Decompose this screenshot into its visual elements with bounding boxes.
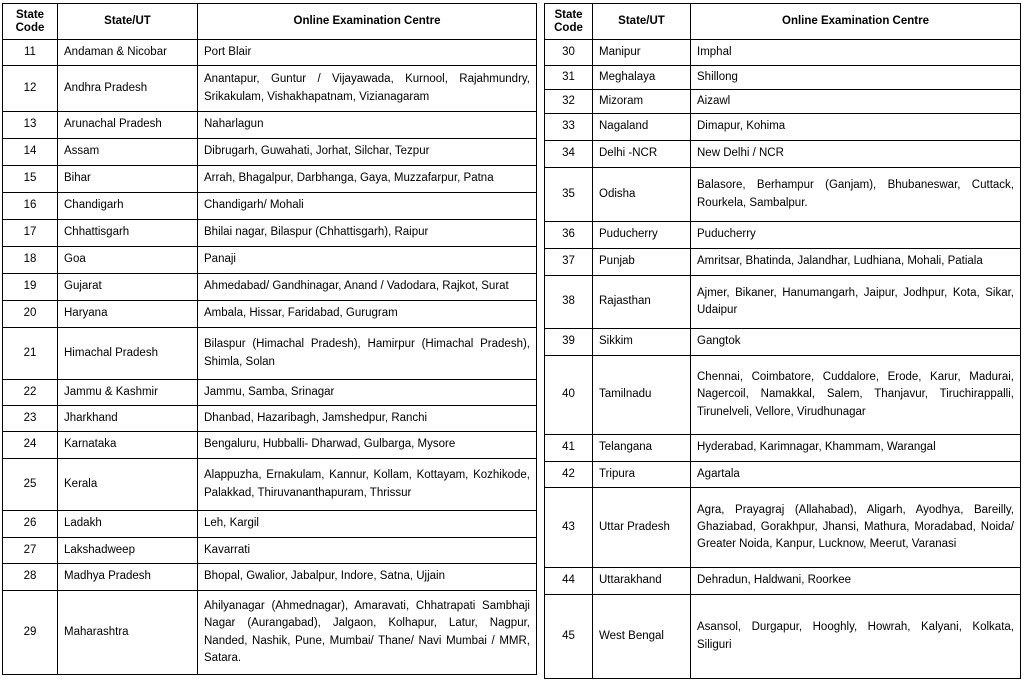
state-code: 31 [545,66,593,90]
state-name: Madhya Pradesh [58,564,198,591]
exam-centres: Kavarrati [198,538,537,564]
exam-centres: Amritsar, Bhatinda, Jalandhar, Ludhiana, Mohali, Patiala [691,249,1021,276]
state-code: 36 [545,222,593,249]
state-code: 44 [545,568,593,595]
exam-centres: Ahmedabad/ Gandhinagar, Anand / Vadodara, Rajkot, Surat [198,274,537,301]
state-code: 39 [545,329,593,356]
state-name: Chandigarh [58,193,198,220]
exam-centres: Anantapur, Guntur / Vijayawada, Kurnool, Rajahmundry, Srikakulam, Vishakhapatnam, Vizianagaram [198,66,537,112]
state-code: 30 [545,40,593,66]
table-header-row [545,4,1021,40]
table-row [3,139,537,166]
table-row [3,538,537,564]
exam-centres: Leh, Kargil [198,511,537,538]
state-name: Jammu & Kashmir [58,380,198,406]
state-code: 32 [545,90,593,114]
state-ut-header: State/UT [593,4,691,40]
state-name: Mizoram [593,90,691,114]
exam-centres: Alappuzha, Ernakulam, Kannur, Kollam, Kottayam, Kozhikode, Palakkad, Thiruvananthapuram, Thrissur [198,459,537,511]
state-name: Karnataka [58,432,198,459]
state-code: 14 [3,139,58,166]
state-name: Manipur [593,40,691,66]
state-name: West Bengal [593,595,691,679]
table-row [545,329,1021,356]
table-row [545,595,1021,679]
table-row [3,66,537,112]
exam-centres: Ahilyanagar (Ahmednagar), Amaravati, Chhatrapati Sambhaji Nagar (Aurangabad), Jalgaon, Kolhapur, Latur, Nagpur, Nanded, Nashik, Pune, Mumbai/ Thane/ Navi Mumbai / MMR, Satara. [198,591,537,675]
state-name: Haryana [58,301,198,328]
state-name: Andaman & Nicobar [58,40,198,66]
state-code: 28 [3,564,58,591]
state-code-header: State Code [3,4,58,40]
state-code: 20 [3,301,58,328]
state-code: 38 [545,276,593,329]
state-code: 27 [3,538,58,564]
state-name: Ladakh [58,511,198,538]
state-code: 13 [3,112,58,139]
state-code: 11 [3,40,58,66]
exam-centres: Imphal [691,40,1021,66]
table-row [545,66,1021,90]
table-row [545,356,1021,435]
state-code: 45 [545,595,593,679]
state-code: 37 [545,249,593,276]
state-name: Andhra Pradesh [58,66,198,112]
table-row [545,222,1021,249]
state-code: 42 [545,462,593,488]
table-row [3,511,537,538]
exam-centres: Bengaluru, Hubballi- Dharwad, Gulbarga, Mysore [198,432,537,459]
exam-centres: Ambala, Hissar, Faridabad, Gurugram [198,301,537,328]
exam-centre-header: Online Examination Centre [198,4,537,40]
table-row [545,435,1021,462]
table-row [3,112,537,139]
exam-centres: Ajmer, Bikaner, Hanumangarh, Jaipur, Jodhpur, Kota, Sikar, Udaipur [691,276,1021,329]
exam-centres: Naharlagun [198,112,537,139]
state-code: 41 [545,435,593,462]
state-name: Nagaland [593,114,691,141]
table-row [3,564,537,591]
state-ut-header: State/UT [58,4,198,40]
exam-centres: Dhanbad, Hazaribagh, Jamshedpur, Ranchi [198,406,537,432]
state-code: 16 [3,193,58,220]
table-row [545,488,1021,568]
table-row [545,168,1021,222]
exam-centres: Dimapur, Kohima [691,114,1021,141]
state-name: Goa [58,247,198,274]
table-row [3,432,537,459]
exam-centres: Dehradun, Haldwani, Roorkee [691,568,1021,595]
exam-centres: Asansol, Durgapur, Hooghly, Howrah, Kalyani, Kolkata, Siliguri [691,595,1021,679]
table-row [545,249,1021,276]
state-name: Gujarat [58,274,198,301]
exam-centres: Bilaspur (Himachal Pradesh), Hamirpur (Himachal Pradesh), Shimla, Solan [198,328,537,380]
table-row [3,166,537,193]
table-row [3,380,537,406]
state-name: Punjab [593,249,691,276]
exam-centres: Bhilai nagar, Bilaspur (Chhattisgarh), Raipur [198,220,537,247]
exam-centres: New Delhi / NCR [691,141,1021,168]
state-code: 33 [545,114,593,141]
state-code: 12 [3,66,58,112]
state-code: 17 [3,220,58,247]
exam-centres: Dibrugarh, Guwahati, Jorhat, Silchar, Tezpur [198,139,537,166]
state-name: Arunachal Pradesh [58,112,198,139]
state-name: Maharashtra [58,591,198,675]
state-name: Chhattisgarh [58,220,198,247]
state-code: 15 [3,166,58,193]
state-code: 23 [3,406,58,432]
state-name: Jharkhand [58,406,198,432]
state-name: Telangana [593,435,691,462]
table-row [3,459,537,511]
state-name: Lakshadweep [58,538,198,564]
table-row [3,406,537,432]
table-header-row [3,4,537,40]
table-row [545,40,1021,66]
exam-centres: Bhopal, Gwalior, Jabalpur, Indore, Satna, Ujjain [198,564,537,591]
state-code: 21 [3,328,58,380]
state-code: 24 [3,432,58,459]
exam-centres: Gangtok [691,329,1021,356]
exam-centres: Jammu, Samba, Srinagar [198,380,537,406]
table-row [545,462,1021,488]
table-row [545,568,1021,595]
exam-centres: Shillong [691,66,1021,90]
table-row [3,301,537,328]
exam-centre-header: Online Examination Centre [691,4,1021,40]
right-centre-table [544,3,1021,679]
state-code: 43 [545,488,593,568]
state-name: Rajasthan [593,276,691,329]
exam-centres: Arrah, Bhagalpur, Darbhanga, Gaya, Muzzafarpur, Patna [198,166,537,193]
state-name: Uttarakhand [593,568,691,595]
exam-centres: Hyderabad, Karimnagar, Khammam, Warangal [691,435,1021,462]
exam-centres: Port Blair [198,40,537,66]
exam-centres: Panaji [198,247,537,274]
state-name: Puducherry [593,222,691,249]
left-centre-table [2,3,537,675]
table-row [3,40,537,66]
table-row [3,328,537,380]
state-code: 26 [3,511,58,538]
exam-centres: Balasore, Berhampur (Ganjam), Bhubaneswar, Cuttack, Rourkela, Sambalpur. [691,168,1021,222]
state-name: Tripura [593,462,691,488]
state-name: Tamilnadu [593,356,691,435]
table-row [545,276,1021,329]
state-name: Delhi -NCR [593,141,691,168]
state-name: Kerala [58,459,198,511]
state-name: Uttar Pradesh [593,488,691,568]
state-name: Odisha [593,168,691,222]
state-code-header: State Code [545,4,593,40]
state-name: Himachal Pradesh [58,328,198,380]
state-name: Bihar [58,166,198,193]
table-row [3,247,537,274]
exam-centres: Agartala [691,462,1021,488]
table-row [545,90,1021,114]
state-name: Assam [58,139,198,166]
table-row [545,141,1021,168]
state-code: 25 [3,459,58,511]
state-code: 18 [3,247,58,274]
state-code: 34 [545,141,593,168]
exam-centres: Puducherry [691,222,1021,249]
exam-centres: Agra, Prayagraj (Allahabad), Aligarh, Ayodhya, Bareilly, Ghaziabad, Gorakhpur, Jhansi, Mathura, Moradabad, Noida/ Greater Noida, Kanpur, Lucknow, Meerut, Varanasi [691,488,1021,568]
state-code: 40 [545,356,593,435]
table-row [545,114,1021,141]
state-code: 19 [3,274,58,301]
table-row [3,193,537,220]
exam-centres: Chennai, Coimbatore, Cuddalore, Erode, Karur, Madurai, Nagercoil, Namakkal, Salem, Thanjavur, Tiruchirappalli, Tirunelveli, Vellore, Virudhunagar [691,356,1021,435]
exam-centres: Chandigarh/ Mohali [198,193,537,220]
table-row [3,591,537,675]
state-name: Sikkim [593,329,691,356]
state-code: 35 [545,168,593,222]
table-row [3,274,537,301]
exam-centres: Aizawl [691,90,1021,114]
table-row [3,220,537,247]
state-code: 22 [3,380,58,406]
state-name: Meghalaya [593,66,691,90]
state-code: 29 [3,591,58,675]
